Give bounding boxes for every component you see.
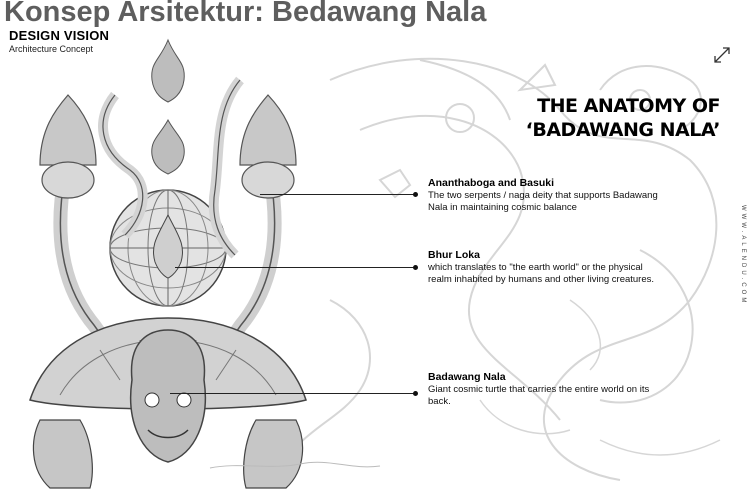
callout-title: Ananthaboga and Basuki <box>428 177 555 189</box>
callout-title: Bhur Loka <box>428 249 480 261</box>
headline-line-2: ‘BADAWANG NALA’ <box>525 119 720 141</box>
brand-subtitle: Architecture Concept <box>9 44 94 54</box>
expand-arrows-icon[interactable] <box>713 46 731 64</box>
callout-bhur-loka <box>428 249 668 286</box>
brand-name: DESIGN VISION <box>9 28 110 43</box>
leader-line-badawang-nala <box>170 393 415 394</box>
callout-description: Giant cosmic turtle that carries the entire world on its back. <box>428 384 650 407</box>
headline <box>526 94 720 142</box>
flame-ornament-top <box>152 40 185 174</box>
callout-title: Badawang Nala <box>428 371 506 383</box>
leader-dot-bhur-loka <box>413 265 418 270</box>
leader-dot-badawang-nala <box>413 391 418 396</box>
globe-bhur-loka <box>110 190 226 306</box>
callout-badawang-nala <box>428 371 668 408</box>
callout-description: The two serpents / naga deity that supports Badawang Nala in maintaining cosmic balance <box>428 190 658 213</box>
headline-line-1: THE ANATOMY OF <box>537 95 720 117</box>
turtle-badawang-nala <box>30 318 306 488</box>
leader-line-bhur-loka <box>175 267 415 268</box>
brand-block <box>9 28 109 54</box>
leader-line-serpents <box>260 194 415 195</box>
callout-description: which translates to "the earth world" or the physical realm inhabited by humans and other living creatures. <box>428 262 655 285</box>
page-title: Konsep Arsitektur: Bedawang Nala <box>4 0 487 28</box>
callout-ananthaboga-basuki <box>428 177 668 214</box>
leader-dot-serpents <box>413 192 418 197</box>
side-url: WWW.ALENDU.COM <box>740 205 746 306</box>
